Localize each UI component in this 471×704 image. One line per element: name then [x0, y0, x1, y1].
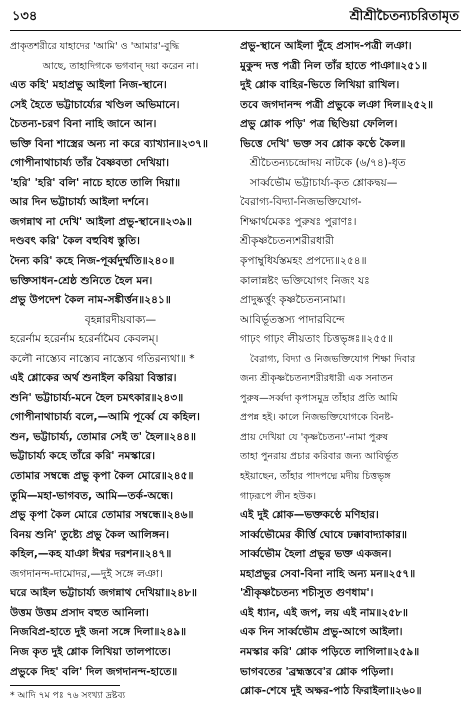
text-line: আর দিন ভট্টাচার্য্য আইলা দর্শনে।	[10, 196, 149, 209]
text-line: তুমি—মহা-ভাগবত, আমি—তর্ক-অন্ধে।	[10, 489, 174, 502]
text-line: কহিল,—কহ যাঞা ঈশ্বর দরশন॥২৪৭॥	[10, 548, 172, 561]
text-line: মুকুন্দ দত্ত পত্রী নিল তাঁর হাতে পাঞা॥২৫১॥	[240, 59, 428, 72]
text-line: কৃপাম্বুধির্যস্তমহং প্রপদ্যে॥২৫৪॥	[240, 255, 367, 268]
text-line: গাঢ়ং গাঢ়ং লীয়তাং চিত্তভৃঙ্গঃ॥২৫৫॥	[240, 333, 394, 346]
text-line: বিনয় শুনি' তুষ্ট্যে প্রভু কৈল আলিঙ্গন।	[10, 528, 170, 541]
text-line: এই শ্লোকের অর্থ শুনাইল করিয়া বিস্তার।	[10, 372, 177, 385]
text-line: দুই শ্লোক বাহির-ভিতে লিখিয়া রাখিল।	[240, 79, 400, 92]
text-line: নিজ কৃত দুই শ্লোক লিখিয়া তালপাতে।	[10, 645, 171, 658]
text-line: বৈরাগ্য-বিদ্যা-নিজভক্তিযোগ-	[240, 196, 362, 209]
text-line: ভট্টাচার্য্য কহে তাঁরে করি' নমস্কারে।	[10, 450, 155, 463]
text-line: প্রাদুষ্কর্ত্তুং কৃষ্ণচৈতন্যনামা।	[240, 294, 346, 307]
text-line: তোমার সম্বন্ধে প্রভু কৃপা কৈল মোরে॥২৪৫॥	[10, 470, 194, 483]
text-line: জগন্নাথ না দেখি' আইলা প্রভু-স্থানে॥২৩৯॥	[10, 215, 192, 228]
text-line: প্রভু শ্লোক পড়ি' পত্র ছিণ্ডিয়া ফেলিল।	[240, 118, 398, 131]
text-line: প্রভু উপদেশ কৈল নাম-সঙ্কীর্ত্তন॥২৪১॥	[10, 294, 171, 307]
text-line: 'শ্রীকৃষ্ণচৈতন্য শচীসুত গুণধাম'।	[240, 587, 374, 600]
text-line: দণ্ডবৎ করি' কৈল বহুবিধ স্তুতি।	[10, 235, 140, 248]
running-title: শ্রীশ্রীচৈতন্যচরিতামৃত	[349, 9, 459, 24]
text-line: চৈতন্য-চরণ বিনা নাহি জানে আন।	[10, 118, 157, 131]
text-line: উত্তম উত্তম প্রসাদ বহুত আনিলা।	[10, 606, 149, 619]
text-line: সার্ব্বভৌম ভট্টাচার্য্য-কৃত শ্লোকদ্বয়—	[250, 176, 398, 189]
text-line: তাহা পুনরায় প্রচার করিবার জন্য আবির্ভূত	[240, 451, 399, 463]
text-line: 'হরি' 'হরি' বলি' নাচে হাতে তালি দিয়া॥	[10, 176, 181, 189]
text-columns	[10, 37, 461, 704]
text-line: কালান্নষ্টং ভক্তিযোগং নিজং যঃ	[240, 274, 370, 287]
text-line: বৃহন্নারদীয়বাক্য—	[84, 313, 157, 326]
text-line: গোপীনাথাচার্য্য তাঁর বৈষ্ণবতা দেখিয়া।	[10, 157, 169, 170]
text-line: প্রাকৃতশরীরে যাহাদের 'আমি' ও 'আমার'-বুদ্ধি	[10, 41, 180, 52]
text-line: পুরুষ—সর্ব্বদা কৃপাসমুদ্র তাঁহার প্রতি আমি	[240, 392, 398, 404]
text-line: শ্লোক-শেষে দুই অক্ষর-পাঠ ফিরাইলা॥২৬০॥	[240, 685, 422, 698]
footnote-rule	[10, 685, 120, 686]
text-line: তবে জগদানন্দ পত্রী প্রভুকে লঞা দিল॥২৫২॥	[240, 98, 434, 111]
page-header	[10, 6, 461, 31]
text-line: নমস্কার করি' শ্লোক পড়িতে লাগিলা॥২৫৯॥	[240, 645, 420, 658]
text-line: ভক্তি বিনা শাস্ত্রের অন্য না করে ব্যাখ্যান॥২৩৭॥	[10, 137, 208, 150]
text-line: হরের্নাম হরের্নাম হরের্নামৈব কেবলম্।	[10, 333, 159, 346]
text-line: প্রভুকে দিহ' বলি' দিল জগদানন্দ-হাতে॥	[10, 665, 178, 678]
text-line: ভাগবতের 'ব্রহ্মস্তবে'র শ্লোক পড়িলা।	[240, 665, 394, 678]
text-line: ঘরে আইল ভট্টাচার্য্য জগন্নাথ দেখিয়া॥২৪৮॥	[10, 587, 197, 600]
text-line: সার্ব্বভৌমের কীর্ত্তি ঘোষে ঢক্কাবাদ্যাকার॥	[240, 528, 408, 541]
text-line: শ্রীকৃষ্ণচৈতন্যশরীরধারী	[240, 235, 334, 248]
text-line: জগদানন্দ-দামোদর,—দুই সঙ্গে লঞা।	[10, 567, 163, 580]
text-line: আবির্ভূতস্তস্য পাদারবিন্দে	[240, 313, 345, 326]
text-line: নিজবিপ্র-হাতে দুই জনা সঙ্গে দিলা॥২৪৯॥	[10, 626, 187, 639]
text-line: জন্য শ্রীকৃষ্ণচৈতন্যশরীরধারী এক সনাতন	[240, 373, 394, 385]
text-line: ভিত্তে দেখি' ভক্ত সব শ্লোক কণ্ঠে কৈল॥	[240, 137, 406, 150]
text-line: কলৌ নাস্ত্যেব নাস্ত্যেব নাস্ত্যেব গতিরন্যথা॥ *	[10, 352, 195, 365]
footnote: * আদি ৭ম পঃ ৭৬ সংখ্যা দ্রষ্টব্য	[10, 690, 126, 702]
left-column	[10, 37, 231, 704]
text-line: ভক্তিসাধন-শ্রেষ্ঠ শুনিতে হৈল মন।	[10, 274, 153, 287]
text-line: প্রপন্ন হই। কালে নিজভক্তিযোগকে বিনষ্ট-	[240, 412, 394, 424]
text-line: প্রায় দেখিয়া যে 'কৃষ্ণচৈতন্য'-নামা পুরুষ	[240, 431, 389, 443]
text-line: হইয়াছেন, তাঁহার পাদপদ্মে মদীয় চিত্তভৃঙ্গ	[240, 471, 391, 483]
text-line: দৈন্য করি' কহে নিজ-পূর্ব্বদুর্ম্মতি॥২৪০॥	[10, 255, 175, 268]
text-line: শুনি' ভট্টাচার্য্য-মনে হৈল চমৎকার॥২৪৩॥	[10, 391, 184, 404]
text-line: এই ধ্যান, এই জপ, লয় এই নাম॥২৫৮॥	[240, 606, 408, 619]
text-line: গাঢ়রূপে লীন হউক।	[240, 490, 317, 502]
text-line: বৈরাগ্য, বিদ্যা ও নিজভক্তিযোগ শিক্ষা দিবার	[250, 353, 416, 365]
text-line: আছে, তাহাদিগকে ভগবান্ দয়া করেন না।	[42, 60, 199, 72]
text-line: শুন, ভট্টাচার্য্য, তোমার সেই ত' হৈল॥২৪৪॥	[10, 430, 197, 443]
page-number: ১৩৪	[12, 9, 38, 24]
text-line: গোপীনাথাচার্য্য বলে,—আমি পূর্ব্বে যে কহিল।	[10, 411, 200, 424]
text-line: শ্রীচৈতন্যচন্দ্রোদয় নাটকে (৬/৭৪)-ধৃত	[250, 157, 406, 170]
text-line: প্রভু কৃপা কৈল মোরে তোমার সম্বন্ধে॥২৪৬॥	[10, 509, 194, 522]
text-line: প্রভু-স্থানে আইলা দুঁহে প্রসাদ-পত্রী লঞা।	[240, 40, 412, 52]
text-line: সার্ব্বভৌম হৈলা প্রভুর ভক্ত একজন।	[240, 548, 392, 561]
text-line: এত কহি' মহাপ্রভু আইলা নিজ-স্থানে।	[10, 79, 167, 92]
right-column	[240, 37, 461, 704]
text-line: মহাপ্রভুর সেবা-বিনা নাহি অন্য মন॥২৫৭॥	[240, 567, 416, 580]
text-line: শিক্ষার্থমেকঃ পুরুষঃ পুরাণঃ।	[240, 215, 357, 228]
text-line: এক দিন সার্ব্বভৌম প্রভু-আগে আইলা।	[240, 626, 403, 639]
text-line: এই দুই শ্লোক—ভক্তকণ্ঠে মণিহার।	[240, 509, 379, 522]
text-line: সেই হৈতে ভট্টাচার্য্যের খণ্ডিল অভিমানে।	[10, 98, 180, 111]
